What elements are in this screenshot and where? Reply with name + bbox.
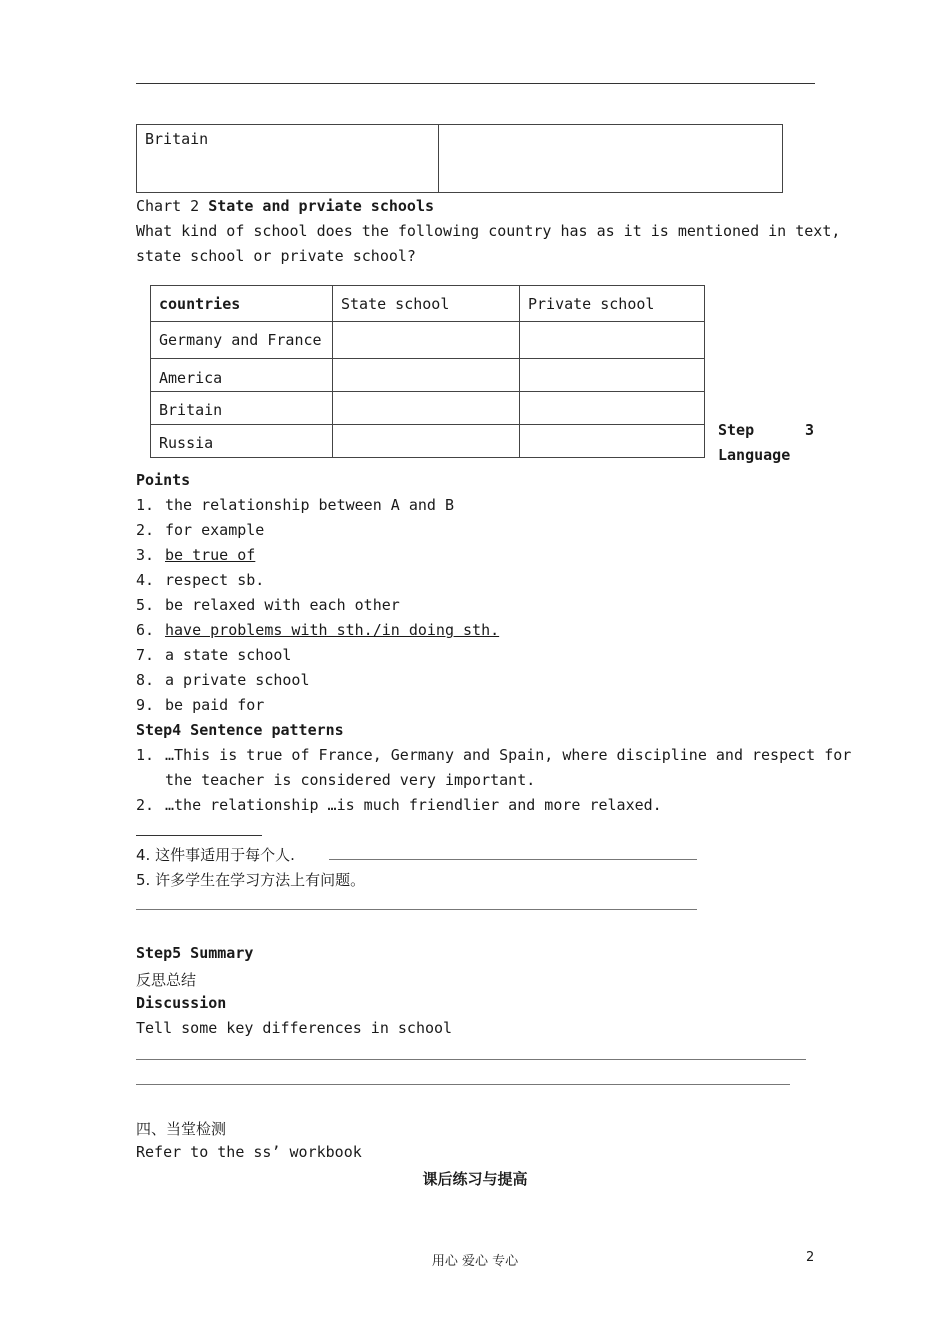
list-item: be true of: [165, 546, 256, 564]
section4-text: Refer to the ss’ workbook: [136, 1143, 362, 1161]
table-row: [151, 359, 705, 392]
chart2-label: Chart 2: [136, 197, 209, 215]
step3-word: Step: [718, 421, 755, 439]
list-number: 4.: [136, 571, 155, 589]
table-cell-country: America: [151, 359, 333, 392]
after-class-heading: 课后练习与提高: [422, 1170, 528, 1188]
school-table: [150, 285, 705, 458]
table-header: State school: [333, 286, 520, 322]
answer-blank[interactable]: [136, 1059, 806, 1060]
step5-title: Step5 Summary: [136, 944, 254, 962]
discussion-title: Discussion: [136, 994, 227, 1012]
list-item: a private school: [165, 671, 310, 689]
sentence-line: …the relationship …is much friendlier and more relaxed.: [165, 796, 662, 814]
list-number: 1.: [136, 496, 155, 514]
list-item: respect sb.: [165, 571, 265, 589]
table-header: Private school: [520, 286, 705, 322]
chart2-question-line1: What kind of school does the following country has as it is mentioned in text,: [136, 222, 841, 240]
list-number: 5.: [136, 596, 155, 614]
sentence-line: …This is true of France, Germany and Spain, where discipline and respect for: [165, 746, 852, 764]
sentence-line: the teacher is considered very important.: [165, 771, 536, 789]
list-item: be relaxed with each other: [165, 596, 400, 614]
page-number: 2: [806, 1250, 815, 1265]
discussion-prompt: Tell some key differences in school: [136, 1019, 453, 1037]
step3-points: Points: [136, 471, 191, 489]
step3-number: 3: [805, 421, 815, 439]
table-cell-country: Britain: [151, 392, 333, 425]
table-cell-country: Germany and France: [151, 322, 333, 359]
answer-blank[interactable]: [136, 909, 697, 910]
chart2-question-line2: state school or private school?: [136, 247, 416, 265]
list-item: be paid for: [165, 696, 265, 714]
table-row: [151, 392, 705, 425]
answer-blank[interactable]: [136, 835, 262, 836]
list-item: have problems with sth./in doing sth.: [165, 621, 500, 639]
footer-motto: 用心 爱心 专心: [431, 1254, 519, 1269]
list-item: the relationship between A and B: [165, 496, 454, 514]
top-table-cell: [439, 125, 783, 193]
sentence-number: 2.: [136, 796, 155, 814]
answer-blank[interactable]: [136, 1084, 790, 1085]
section4-title: 四、当堂检测: [136, 1120, 227, 1138]
list-number: 7.: [136, 646, 155, 664]
list-item: for example: [165, 521, 265, 539]
list-number: 6.: [136, 621, 155, 639]
header-rule: [136, 83, 815, 84]
step3-language: Language: [718, 446, 791, 464]
step4-title: Step4 Sentence patterns: [136, 721, 344, 739]
list-number: 8.: [136, 671, 155, 689]
list-number: 9.: [136, 696, 155, 714]
list-number: 2.: [136, 521, 155, 539]
table-row: [151, 425, 705, 458]
top-table: [136, 124, 783, 193]
sentence-number: 1.: [136, 746, 155, 764]
chart2-title: State and prviate schools: [208, 197, 435, 215]
chart2-heading: [136, 197, 434, 215]
table-row: [151, 322, 705, 359]
translation-item-5: 5. 许多学生在学习方法上有问题。: [136, 871, 366, 889]
list-item: a state school: [165, 646, 292, 664]
top-table-cell: Britain: [137, 125, 439, 193]
table-header: countries: [151, 286, 333, 322]
table-cell-country: Russia: [151, 425, 333, 458]
answer-blank[interactable]: [329, 859, 697, 860]
translation-item-4: 4. 这件事适用于每个人.: [136, 846, 295, 864]
list-number: 3.: [136, 546, 155, 564]
reflection-label: 反思总结: [136, 971, 197, 989]
